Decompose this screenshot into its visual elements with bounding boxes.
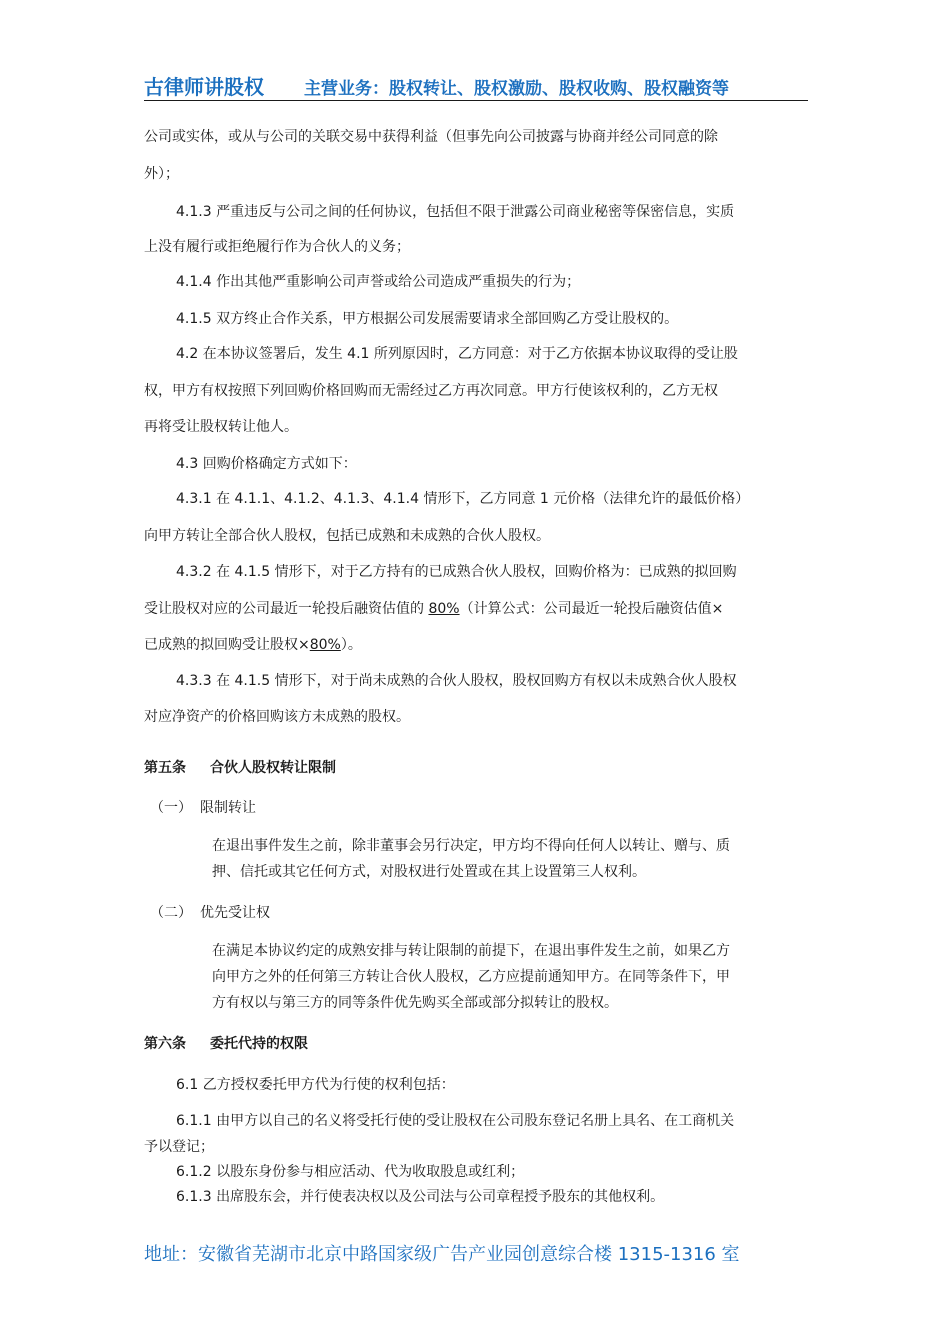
paragraph-line: 对应净资产的价格回购该方未成熟的股权。 bbox=[144, 709, 410, 725]
section-title: 优先受让权 bbox=[200, 905, 270, 921]
clause-6-1-3: 6.1.3 出席股东会，并行使表决权以及公司法与公司章程授予股东的其他权利。 bbox=[176, 1189, 665, 1205]
clause-6-1: 6.1 乙方授权委托甲方代为行使的权利包括： bbox=[176, 1077, 455, 1093]
text-segment: ）。 bbox=[340, 637, 362, 653]
clause-4-2: 4.2 在本协议签署后，发生 4.1 所列原因时，乙方同意：对于乙方依据本协议取得的受让股 bbox=[176, 346, 738, 362]
section-2-heading bbox=[150, 903, 270, 923]
article-number: 第六条 bbox=[144, 1036, 186, 1052]
article-number: 第五条 bbox=[144, 760, 186, 776]
paragraph-line: 予以登记； bbox=[144, 1139, 214, 1155]
section-title: 限制转让 bbox=[200, 800, 256, 816]
paragraph-line: 在满足本协议约定的成熟安排与转让限制的前提下，在退出事件发生之前，如果乙方 bbox=[212, 943, 730, 959]
paragraph-line: 权，甲方有权按照下列回购价格回购而无需经过乙方再次同意。甲方行使该权利的，乙方无权 bbox=[144, 383, 718, 399]
clause-6-1-1: 6.1.1 由甲方以自己的名义将受托行使的受让股权在公司股东登记名册上具名、在工商机关 bbox=[176, 1113, 735, 1129]
page-header bbox=[144, 68, 808, 101]
text-segment: 已成熟的拟回购受让股权× bbox=[144, 637, 310, 653]
clause-6-1-2: 6.1.2 以股东身份参与相应活动、代为收取股息或红利； bbox=[176, 1164, 525, 1180]
paragraph-line: 方有权以与第三方的同等条件优先购买全部或部分拟转让的股权。 bbox=[212, 995, 618, 1011]
paragraph-line bbox=[144, 599, 723, 619]
paragraph-line: 押、信托或其它任何方式，对股权进行处置或在其上设置第三人权利。 bbox=[212, 864, 646, 880]
underlined-percentage: 80% bbox=[428, 601, 460, 617]
clause-4-3: 4.3 回购价格确定方式如下： bbox=[176, 456, 357, 472]
paragraph-line: 向甲方转让全部合伙人股权，包括已成熟和未成熟的合伙人股权。 bbox=[144, 528, 550, 544]
article-title: 合伙人股权转让限制 bbox=[210, 760, 336, 776]
paragraph-line: 上没有履行或拒绝履行作为合伙人的义务； bbox=[144, 239, 410, 255]
section-1-heading bbox=[150, 798, 256, 818]
clause-4-3-3: 4.3.3 在 4.1.5 情形下，对于尚未成熟的合伙人股权，股权回购方有权以未成熟合伙人股权 bbox=[176, 673, 737, 689]
paragraph-line: 公司或实体，或从与公司的关联交易中获得利益（但事先向公司披露与协商并经公司同意的除 bbox=[144, 129, 718, 145]
article-5-heading bbox=[144, 758, 336, 778]
paragraph-line: 在退出事件发生之前，除非董事会另行决定，甲方均不得向任何人以转让、赠与、质 bbox=[212, 838, 730, 854]
business-scope: 主营业务：股权转让、股权激励、股权收购、股权融资等 bbox=[304, 79, 729, 99]
article-title: 委托代持的权限 bbox=[210, 1036, 308, 1052]
section-number: （二） bbox=[150, 905, 192, 921]
clause-4-1-3: 4.1.3 严重违反与公司之间的任何协议，包括但不限于泄露公司商业秘密等保密信息，实质 bbox=[176, 204, 735, 220]
clause-4-3-1: 4.3.1 在 4.1.1、4.1.2、4.1.3、4.1.4 情形下，乙方同意 1 元价格（法律允许的最低价格） bbox=[176, 491, 750, 507]
text-segment: 受让股权对应的公司最近一轮投后融资估值的 bbox=[144, 601, 429, 617]
brand-title: 古律师讲股权 bbox=[144, 75, 264, 99]
clause-4-1-4: 4.1.4 作出其他严重影响公司声誉或给公司造成严重损失的行为； bbox=[176, 274, 581, 290]
clause-4-3-2: 4.3.2 在 4.1.5 情形下，对于乙方持有的已成熟合伙人股权，回购价格为：已成熟的拟回购 bbox=[176, 564, 737, 580]
clause-4-1-5: 4.1.5 双方终止合作关系，甲方根据公司发展需要请求全部回购乙方受让股权的。 bbox=[176, 311, 679, 327]
article-6-heading bbox=[144, 1034, 308, 1054]
text-segment: （计算公式：公司最近一轮投后融资估值× bbox=[459, 601, 724, 617]
paragraph-line: 再将受让股权转让他人。 bbox=[144, 419, 298, 435]
paragraph-line: 外）； bbox=[144, 166, 179, 182]
paragraph-line bbox=[144, 635, 362, 655]
underlined-percentage: 80% bbox=[309, 637, 341, 653]
footer-address: 地址：安徽省芜湖市北京中路国家级广告产业园创意综合楼 1315-1316 室 bbox=[144, 1244, 740, 1265]
paragraph-line: 向甲方之外的任何第三方转让合伙人股权，乙方应提前通知甲方。在同等条件下，甲 bbox=[212, 969, 730, 985]
section-number: （一） bbox=[150, 800, 192, 816]
